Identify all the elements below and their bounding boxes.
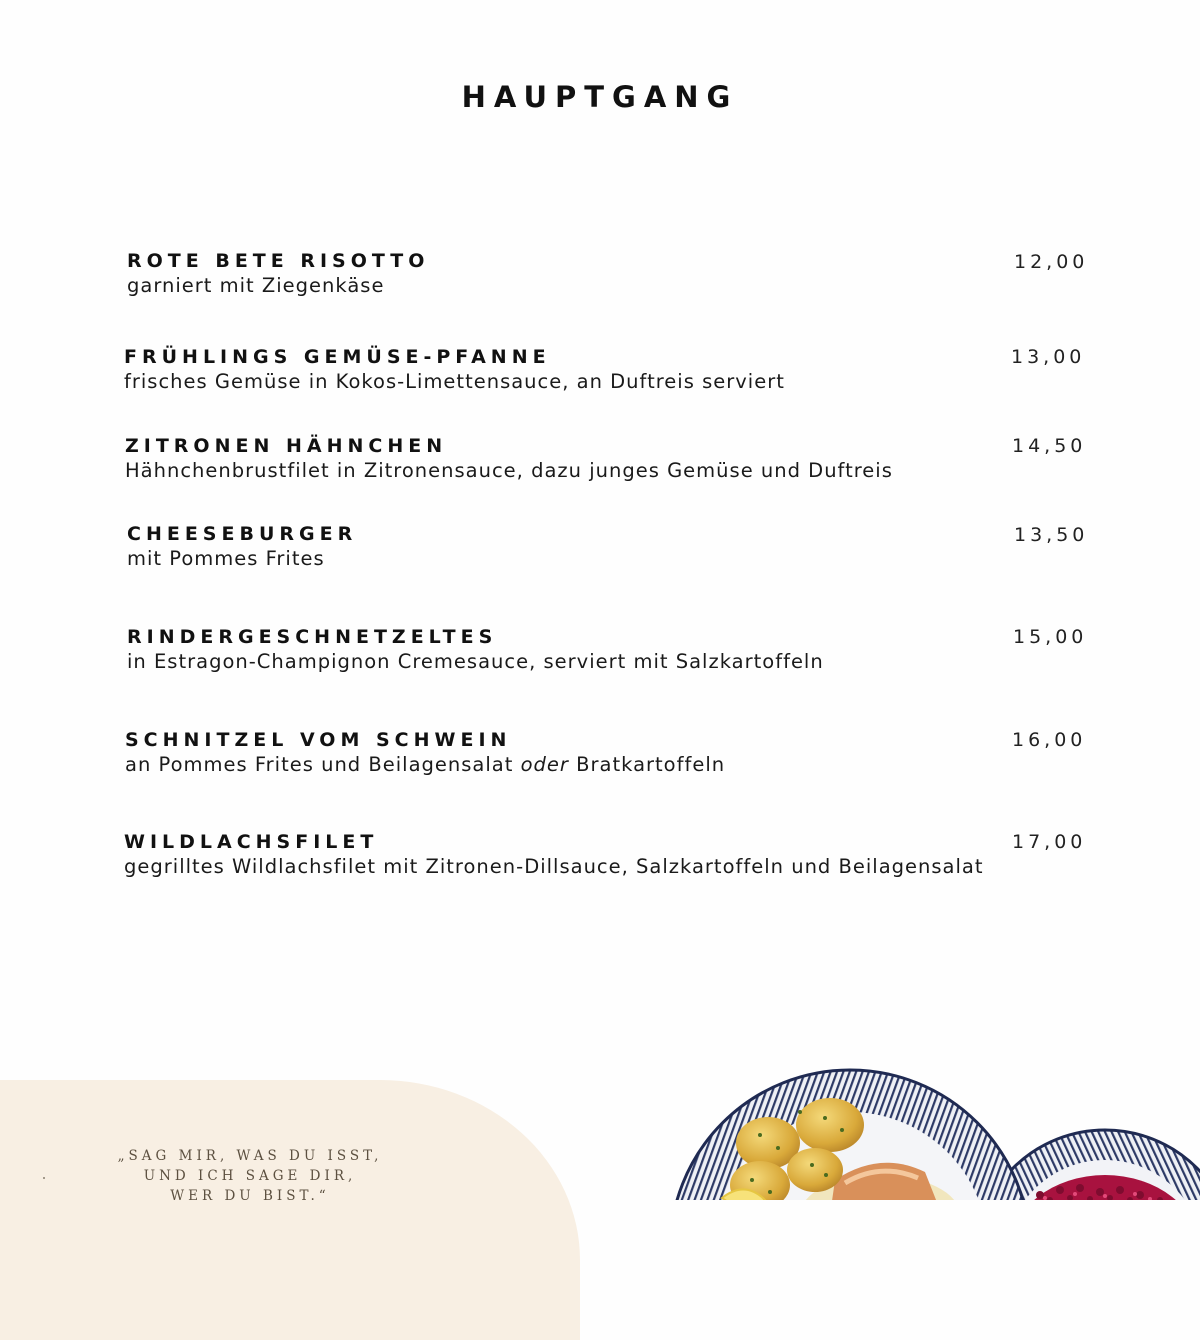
menu-item-price: 13,50 <box>1014 524 1089 546</box>
quote-line: „SAG MIR, WAS DU ISST, <box>117 1148 383 1164</box>
menu-item-price: 14,50 <box>1012 435 1087 457</box>
menu-item-name: ROTE BETE RISOTTO <box>127 250 430 272</box>
menu-item-name: ZITRONEN HÄHNCHEN <box>125 435 448 457</box>
quote-line: UND ICH SAGE DIR, <box>143 1168 357 1184</box>
plate-salmon-potatoes <box>670 1070 1030 1200</box>
menu-item-description: in Estragon-Champignon Cremesauce, serviert mit Salzkartoffeln <box>127 650 824 673</box>
menu-item-name: SCHNITZEL VOM SCHWEIN <box>125 729 512 751</box>
menu-item-price: 16,00 <box>1012 729 1087 751</box>
menu-item-name: FRÜHLINGS GEMÜSE-PFANNE <box>124 346 551 368</box>
page-title: HAUPTGANG <box>461 80 739 114</box>
desc-part: Bratkartoffeln <box>576 753 726 776</box>
menu-item-name: CHEESEBURGER <box>127 523 358 545</box>
menu-item-description: Hähnchenbrustfilet in Zitronensauce, dazu junges Gemüse und Duftreis <box>125 459 893 482</box>
menu-item-description: garniert mit Ziegenkäse <box>127 274 385 297</box>
menu-item-price: 13,00 <box>1011 346 1086 368</box>
menu-item-description: frisches Gemüse in Kokos-Limettensauce, an Duftreis serviert <box>124 370 785 393</box>
menu-item-price: 17,00 <box>1012 831 1087 853</box>
menu-item-name: WILDLACHSFILET <box>124 831 379 853</box>
desc-part: an Pommes Frites und Beilagensalat <box>125 753 514 776</box>
menu-item-description: gegrilltes Wildlachsfilet mit Zitronen-Dillsauce, Salzkartoffeln und Beilagensalat <box>124 855 984 878</box>
desc-emphasis: oder <box>520 753 569 776</box>
menu-item-description: mit Pommes Frites <box>127 547 325 570</box>
menu-item-price: 12,00 <box>1014 251 1089 273</box>
menu-item-name: RINDERGESCHNETZELTES <box>127 626 498 648</box>
quote-line: WER DU BIST.“ <box>170 1188 330 1204</box>
menu-item-price: 15,00 <box>1013 626 1088 648</box>
